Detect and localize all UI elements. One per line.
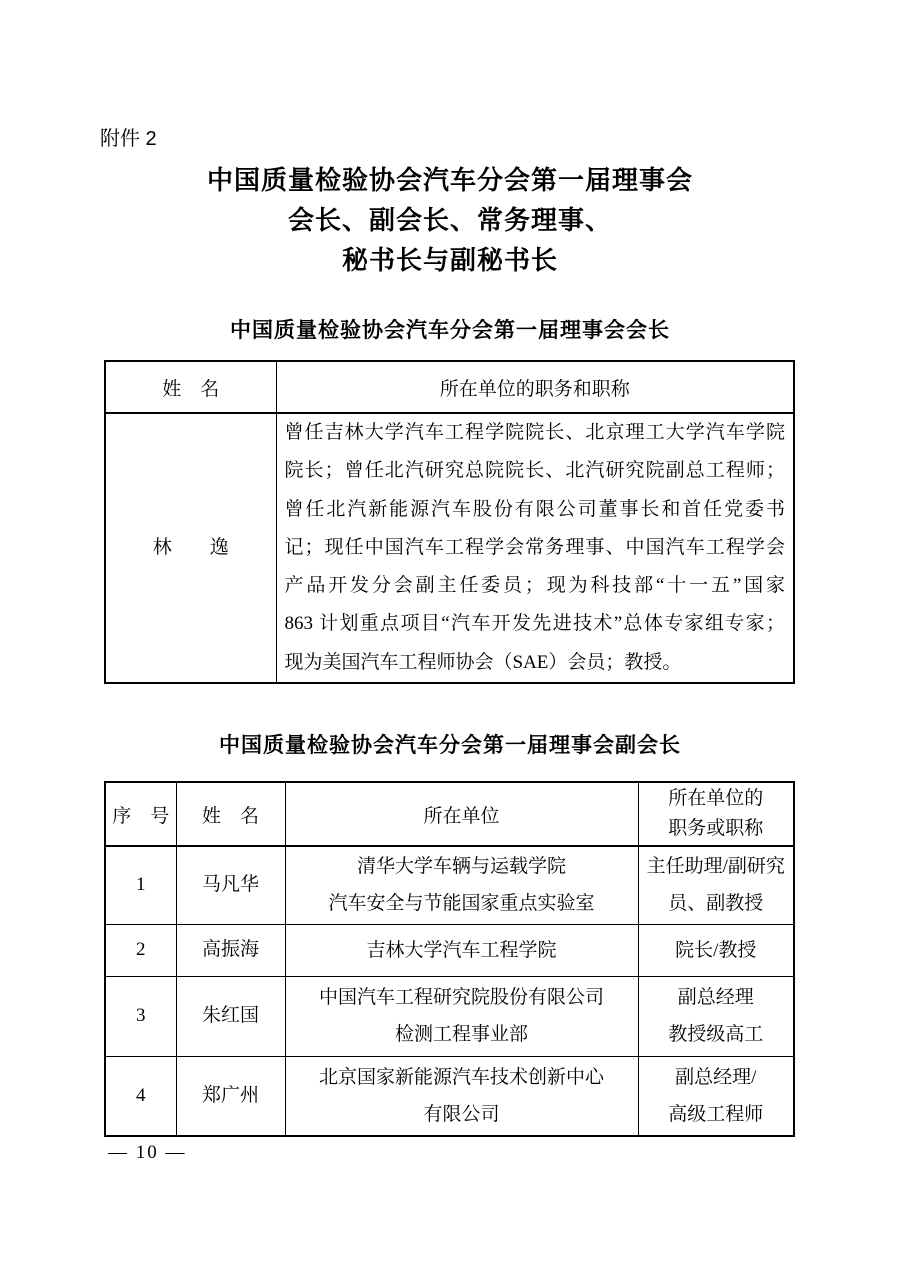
org-line: 中国汽车工程研究院股份有限公司: [318, 987, 604, 1008]
vc-header-no: 序 号: [105, 782, 176, 846]
vice-chairman-section-title: 中国质量检验协会汽车分会第一届理事会副会长: [219, 734, 681, 757]
row-name: 郑广州: [176, 1056, 285, 1136]
row-title: [638, 976, 794, 1056]
title-line: 教授级高工: [668, 1024, 764, 1045]
row-no: 4: [105, 1056, 176, 1136]
table-row: [105, 976, 794, 1056]
row-name: 朱红国: [176, 976, 285, 1056]
org-line: 吉林大学汽车工程学院: [366, 939, 557, 961]
document-title-line-1: 中国质量检验协会汽车分会第一届理事会: [206, 165, 693, 195]
description-line: 863 计划重点项目“汽车开发先进技术”总体专家组专家；: [284, 613, 785, 635]
description-line: 院长；曾任北汽研究总院院长、北汽研究院副总工程师；: [284, 460, 785, 482]
chairman-table-header-row: [105, 361, 794, 413]
title-line: 高级工程师: [668, 1103, 764, 1125]
page-number: — 10 —: [108, 1142, 187, 1163]
description-line: 记；现任中国汽车工程学会常务理事、中国汽车工程学会: [284, 536, 785, 558]
vc-header-name: 姓 名: [176, 782, 285, 846]
table-row: [105, 846, 794, 924]
description-line: 现为美国汽车工程师协会（SAE）会员；教授。: [284, 651, 682, 673]
document-title-line-3: 秘书长与副秘书长: [341, 245, 558, 275]
chairman-description-cell: [276, 413, 794, 683]
row-title: [638, 846, 794, 924]
row-org: [285, 976, 638, 1056]
vice-chairman-table-header-row: [105, 782, 794, 846]
description-line: 产品开发分会副主任委员；现为科技部“十一五”国家: [284, 575, 785, 597]
row-title: [638, 1056, 794, 1136]
table-row: [105, 413, 794, 683]
row-title: [638, 924, 794, 976]
chairman-name-cell: 林 逸: [105, 413, 276, 683]
title-line: 副总经理/: [675, 1066, 757, 1088]
row-name: 马凡华: [176, 846, 285, 924]
row-no: 3: [105, 976, 176, 1056]
description-line: 曾任吉林大学汽车工程学院院长、北京理工大学汽车学院: [284, 422, 785, 443]
title-line: 主任助理/副研究: [646, 856, 785, 878]
org-line: 汽车安全与节能国家重点实验室: [328, 893, 595, 915]
table-row: [105, 924, 794, 976]
row-no: 1: [105, 846, 176, 924]
title-line: 院长/教授: [675, 939, 757, 961]
org-line: 检测工程事业部: [394, 1024, 528, 1045]
table-row: [105, 1056, 794, 1136]
org-line: 清华大学车辆与运载学院: [356, 856, 566, 878]
vice-chairman-table: [104, 781, 795, 1137]
attachment-label: 附件 2: [100, 128, 157, 150]
row-org: [285, 1056, 638, 1136]
vc-header-title: [638, 782, 794, 846]
description-line: 曾任北汽新能源汽车股份有限公司董事长和首任党委书: [284, 498, 785, 520]
vc-header-title-line: 所在单位的: [668, 788, 764, 809]
document-title: [0, 160, 900, 280]
title-line: 员、副教授: [668, 893, 764, 915]
row-no: 2: [105, 924, 176, 976]
chairman-header-name: 姓 名: [105, 361, 276, 413]
chairman-section-title: 中国质量检验协会汽车分会第一届理事会会长: [230, 319, 670, 342]
row-org: [285, 846, 638, 924]
vc-header-title-line: 职务或职称: [668, 818, 764, 839]
row-org: [285, 924, 638, 976]
chairman-header-desc: 所在单位的职务和职称: [276, 361, 794, 413]
vc-header-org: 所在单位: [285, 782, 638, 846]
row-name: 高振海: [176, 924, 285, 976]
chairman-table: [104, 360, 795, 684]
document-title-line-2: 会长、副会长、常务理事、: [287, 205, 612, 235]
title-line: 副总经理: [677, 987, 754, 1008]
org-line: 有限公司: [423, 1103, 500, 1125]
org-line: 北京国家新能源汽车技术创新中心: [318, 1066, 604, 1088]
